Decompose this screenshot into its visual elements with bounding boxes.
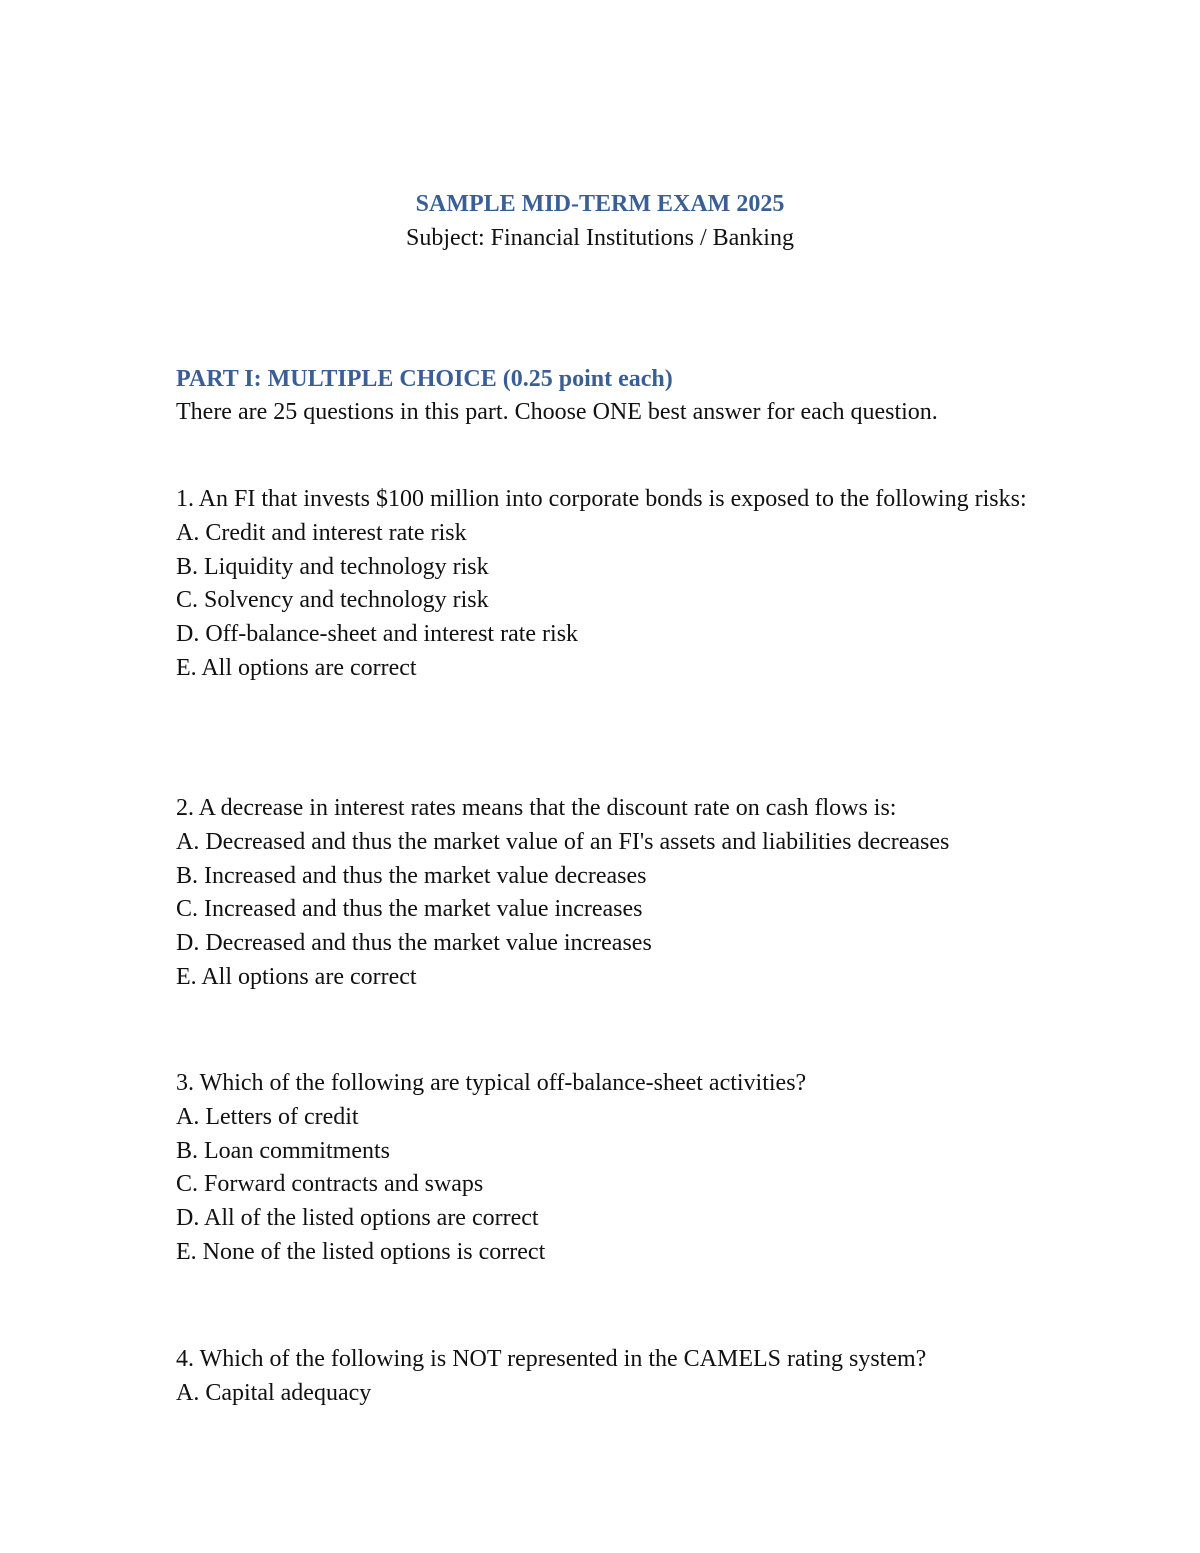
answer-option-d: D. Off-balance-sheet and interest rate risk [176,621,579,648]
question-4 [176,1343,1036,1411]
exam-subject: Subject: Financial Institutions / Banking [406,225,794,251]
answer-option-b: B. Liquidity and technology risk [176,553,489,580]
answer-option-d: D. Decreased and thus the market value increases [176,930,652,957]
answer-option-b: B. Increased and thus the market value decreases [176,862,647,889]
question-stem: 2. A decrease in interest rates means that the discount rate on cash flows is: [176,795,897,821]
answer-option-d: D. All of the listed options are correct [176,1205,539,1232]
question-stem: 3. Which of the following are typical off-balance-sheet activities? [176,1070,807,1096]
answer-option-e: E. None of the listed options is correct [176,1238,546,1265]
exam-title: SAMPLE MID-TERM EXAM 2025 [415,191,785,217]
answer-option-e: E. All options are correct [176,654,417,681]
answer-option-a: A. Credit and interest rate risk [176,519,467,546]
part-instructions: There are 25 questions in this part. Choose ONE best answer for each question. [176,399,938,425]
part-heading: PART I: MULTIPLE CHOICE (0.25 point each) [176,366,673,392]
answer-option-c: C. Forward contracts and swaps [176,1171,484,1198]
question-stem: 1. An FI that invests $100 million into corporate bonds is exposed to the following risks: [176,486,1027,512]
answer-option-a: A. Letters of credit [176,1103,359,1130]
question-2 [176,792,1036,995]
answer-option-a: A. Capital adequacy [176,1379,372,1406]
answer-option-c: C. Solvency and technology risk [176,587,489,614]
answer-option-e: E. All options are correct [176,963,417,990]
answer-option-b: B. Loan commitments [176,1137,390,1164]
question-1 [176,483,1036,686]
question-3 [176,1067,1036,1270]
answer-option-a: A. Decreased and thus the market value of an FI's assets and liabilities decreases [176,828,950,855]
answer-option-c: C. Increased and thus the market value increases [176,896,643,923]
question-stem: 4. Which of the following is NOT represented in the CAMELS rating system? [176,1346,927,1372]
